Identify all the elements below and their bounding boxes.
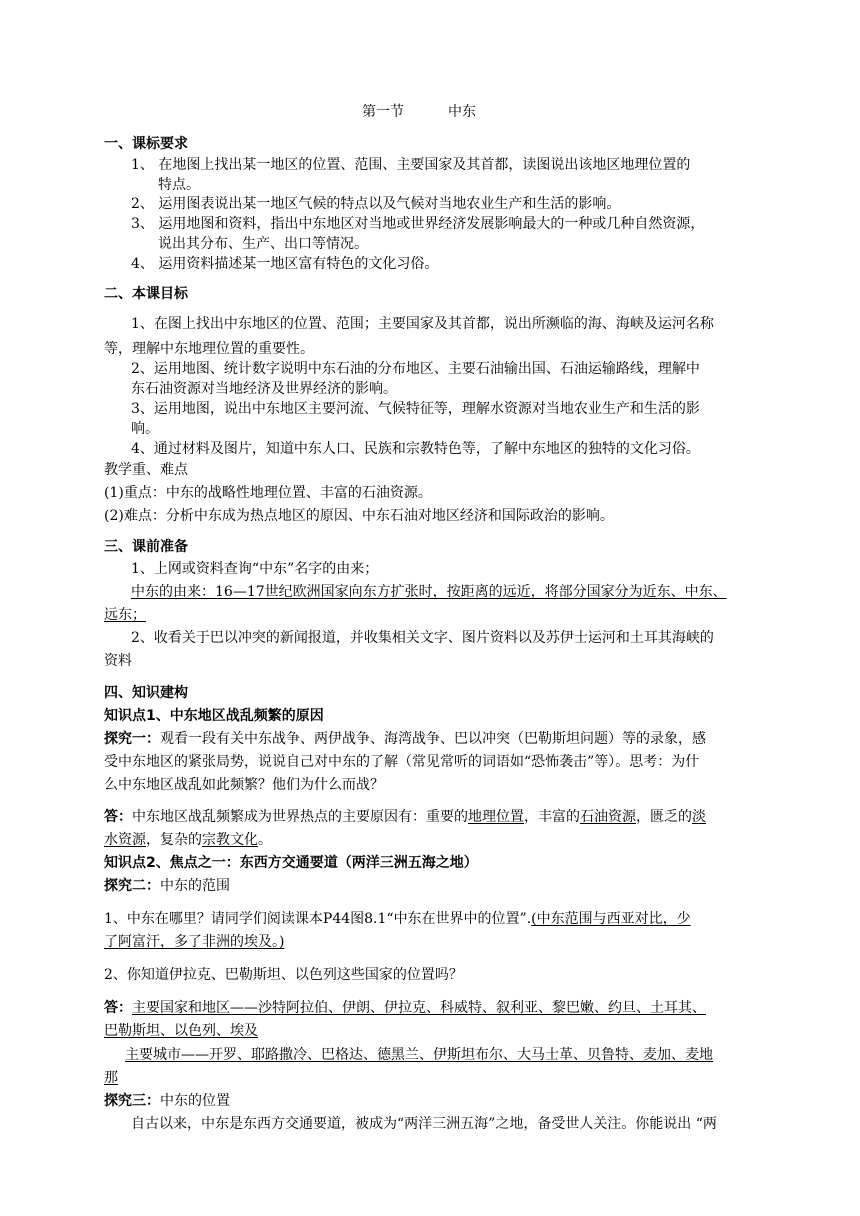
objective-item-cont: 东石油资源对当地经济及世界经济的影响。 (131, 381, 397, 397)
main-cities: 主要城市——开罗、耶路撒冷、巴格达、德黑兰、伊斯坦布尔、大马士革、贝鲁特、麦加、麦地 (125, 1047, 713, 1063)
answer-text: 主要国家和地区——沙特阿拉伯、伊朗、伊拉克、科威特、叙利亚、黎巴嫩、约旦、土耳其、 (132, 1000, 706, 1016)
objective-item: 4、通过材料及图片，知道中东人口、民族和宗教特色等，了解中东地区的独特的文化习俗。 (131, 441, 700, 457)
section-heading: 二、本课目标 (104, 286, 188, 302)
prep-item-cont: 资料 (104, 653, 132, 669)
difficult-point: (2)难点：分析中东成为热点地区的原因、中东石油对地区经济和国际政治的影响。 (104, 508, 614, 524)
answer-text: ，匮乏的 (636, 809, 692, 825)
answer-keyword: 水资源 (104, 832, 146, 848)
answer-text: 中东地区战乱频繁成为世界热点的主要原因有：重要的 (132, 809, 468, 825)
objective-item: 2、运用地图、统计数字说明中东石油的分布地区、主要石油输出国、石油运输路线，理解中 (131, 361, 700, 377)
prep-answer-cont: 远东； (104, 607, 146, 623)
answer-2-cont: 巴勒斯坦、以色列、埃及 (104, 1023, 258, 1039)
question-answer: (中东范围与西亚对比，少 (531, 911, 691, 927)
question-text: 1、中东在哪里？请同学们阅读课本P44图8.1“中东在世界中的位置”. (104, 911, 532, 927)
inquiry-text: 观看一段有关中东战争、两伊战争、海湾战争、巴以冲突（巴勒斯坦问题）等的录象，感 (160, 731, 706, 747)
answer-text: ，丰富的 (524, 809, 580, 825)
inquiry-label: 探究一： (104, 731, 160, 747)
key-point: (1)重点：中东的战略性地理位置、丰富的石油资源。 (104, 485, 432, 501)
key-difficult-heading: 教学重、难点 (104, 462, 188, 478)
answer-label: 答： (104, 1000, 132, 1016)
requirement-item: 3、 运用地图和资料，指出中东地区对当地或世界经济发展影响最大的一种或几种自然资源， (131, 216, 705, 232)
question-1 (104, 910, 691, 928)
answer-keyword: 地理位置 (468, 809, 524, 825)
knowledge-point-1: 知识点1、中东地区战乱频繁的原因 (104, 708, 324, 724)
section-heading: 一、课标要求 (104, 136, 188, 152)
inquiry-1-cont: 受中东地区的紧张局势，说说自己对中东的了解（常见常听的词语如“恐怖袭击”等）。思考：为什 (104, 754, 700, 770)
objective-item: 3、运用地图，说出中东地区主要河流、气候特征等，理解水资源对当地农业生产和生活的影 (131, 401, 700, 417)
inquiry-1-cont: 么中东地区战乱如此频繁？他们为什么而战？ (104, 777, 384, 793)
inquiry-label: 探究二： (104, 878, 160, 894)
title-part2: 中东 (448, 104, 476, 120)
inquiry-3 (104, 1092, 230, 1110)
prep-item: 1、上网或资料查询“中东”名字的由来； (131, 561, 379, 577)
inquiry-text: 中东的位置 (160, 1093, 230, 1109)
section-heading: 四、知识建构 (104, 685, 188, 701)
section-heading: 三、课前准备 (104, 539, 188, 555)
inquiry-label: 探究三： (104, 1093, 160, 1109)
answer-1-cont (104, 831, 272, 849)
inquiry-2 (104, 877, 230, 895)
title-part1: 第一节 (362, 104, 404, 120)
knowledge-point-2: 知识点2、焦点之一：东西方交通要道（两洋三洲五海之地） (104, 855, 478, 871)
page-title (362, 103, 476, 121)
requirement-item: 2、 运用图表说出某一地区气候的特点以及气候对当地农业生产和生活的影响。 (131, 196, 621, 212)
answer-text: ，复杂的 (146, 832, 202, 848)
answer-keyword: 石油资源 (580, 809, 636, 825)
requirement-item-cont: 说出其分布、生产、出口等情况。 (158, 236, 368, 252)
answer-1 (104, 808, 706, 826)
paragraph: 自古以来，中东是东西方交通要道，被成为“两洋三洲五海”之地，备受世人关注。你能说出 “两 (131, 1116, 717, 1132)
main-cities-cont: 那 (104, 1070, 118, 1086)
question-2: 2、你知道伊拉克、巴勒斯坦、以色列这些国家的位置吗？ (104, 967, 463, 983)
answer-keyword: 淡 (692, 809, 706, 825)
answer-keyword: 宗教文化 (202, 832, 258, 848)
prep-answer: 中东的由来：16—17世纪欧洲国家向东方扩张时，按距离的远近，将部分国家分为近东、中东、 (131, 584, 727, 600)
answer-label: 答： (104, 809, 132, 825)
inquiry-1 (104, 730, 706, 748)
requirement-item: 1、 在地图上找出某一地区的位置、范围、主要国家及其首都，读图说出该地区地理位置的 (131, 157, 691, 173)
prep-item: 2、收看关于巴以冲突的新闻报道，并收集相关文字、图片资料以及苏伊士运河和土耳其海峡的 (131, 630, 714, 646)
objective-item-cont: 响。 (131, 421, 159, 437)
requirement-item-cont: 特点。 (158, 177, 200, 193)
objective-item-cont: 等，理解中东地理位置的重要性。 (104, 341, 314, 357)
objective-item: 1、在图上找出中东地区的位置、范围；主要国家及其首都，说出所濒临的海、海峡及运河名称 (131, 316, 714, 332)
answer-2 (104, 999, 706, 1017)
inquiry-text: 中东的范围 (160, 878, 230, 894)
question-1-answer-cont: 了阿富汗，多了非洲的埃及。) (104, 934, 285, 950)
answer-text: 。 (258, 832, 272, 848)
requirement-item: 4、 运用资料描述某一地区富有特色的文化习俗。 (131, 256, 439, 272)
